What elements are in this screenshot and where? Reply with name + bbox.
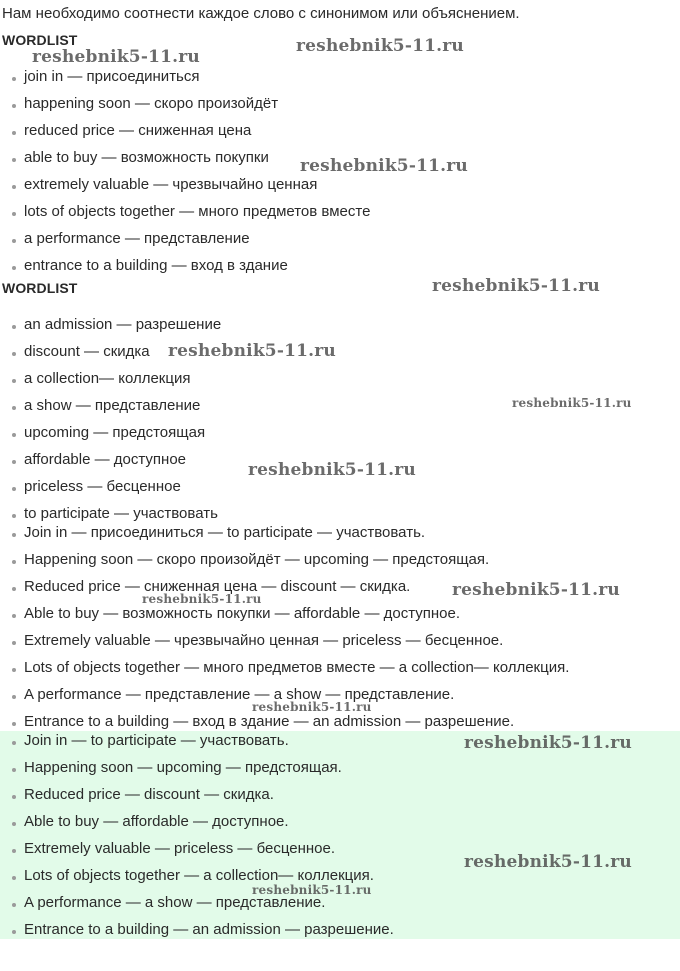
list-item: Reduced price — сниженная цена — discount — скидка. <box>0 573 680 600</box>
list-item: extremely valuable — чрезвычайно ценная <box>0 171 680 198</box>
intro-text: Нам необходимо соотнести каждое слово с синонимом или объяснением. <box>2 5 520 22</box>
watermark: reshebnik5-11.ru <box>512 396 632 410</box>
wordlist-2 <box>0 311 680 527</box>
watermark: reshebnik5-11.ru <box>296 36 464 56</box>
list-item: happening soon — скоро произойдёт <box>0 90 680 117</box>
watermark: reshebnik5-11.ru <box>142 592 262 606</box>
list-item: Join in — to participate — участвовать. <box>0 727 680 754</box>
matches-short-list <box>0 727 680 943</box>
wordlist-heading-1: WORDLIST <box>2 32 78 48</box>
list-item: A performance — представление — a show — представление. <box>0 681 680 708</box>
list-item: Extremely valuable — priceless — бесценное. <box>0 835 680 862</box>
watermark: reshebnik5-11.ru <box>252 883 372 897</box>
list-item: affordable — доступное <box>0 446 680 473</box>
watermark: reshebnik5-11.ru <box>300 156 468 176</box>
list-item: Happening soon — upcoming — предстоящая. <box>0 754 680 781</box>
list-item: a show — представление <box>0 392 680 419</box>
list-item: Able to buy — возможность покупки — affordable — доступное. <box>0 600 680 627</box>
watermark: reshebnik5-11.ru <box>252 700 372 714</box>
list-item: Extremely valuable — чрезвычайно ценная — priceless — бесценное. <box>0 627 680 654</box>
list-item: a collection— коллекция <box>0 365 680 392</box>
list-item: able to buy — возможность покупки <box>0 144 680 171</box>
list-item: Entrance to a building — an admission — разрешение. <box>0 916 680 943</box>
watermark: reshebnik5-11.ru <box>464 852 632 872</box>
list-item: an admission — разрешение <box>0 311 680 338</box>
list-item: Lots of objects together — много предметов вместе — a collection— коллекция. <box>0 654 680 681</box>
list-item: reduced price — сниженная цена <box>0 117 680 144</box>
list-item: Join in — присоединиться — to participate — участвовать. <box>0 519 680 546</box>
list-item: to participate — участвовать <box>0 500 680 527</box>
list-item: Happening soon — скоро произойдёт — upcoming — предстоящая. <box>0 546 680 573</box>
list-item: entrance to a building — вход в здание <box>0 252 680 279</box>
list-item: priceless — бесценное <box>0 473 680 500</box>
list-item: Able to buy — affordable — доступное. <box>0 808 680 835</box>
list-item: upcoming — предстоящая <box>0 419 680 446</box>
wordlist-heading-2: WORDLIST <box>2 280 78 296</box>
watermark: reshebnik5-11.ru <box>452 580 620 600</box>
list-item: join in — присоединиться <box>0 63 680 90</box>
watermark: reshebnik5-11.ru <box>432 276 600 296</box>
watermark: reshebnik5-11.ru <box>32 47 200 67</box>
list-item: a performance — представление <box>0 225 680 252</box>
list-item: A performance — a show — представление. <box>0 889 680 916</box>
watermark: reshebnik5-11.ru <box>248 460 416 480</box>
watermark: reshebnik5-11.ru <box>168 341 336 361</box>
list-item: Reduced price — discount — скидка. <box>0 781 680 808</box>
list-item: lots of objects together — много предметов вместе <box>0 198 680 225</box>
list-item: Lots of objects together — a collection— коллекция. <box>0 862 680 889</box>
watermark: reshebnik5-11.ru <box>464 733 632 753</box>
list-item: Entrance to a building — вход в здание — an admission — разрешение. <box>0 708 680 735</box>
list-item: discount — скидка <box>0 338 680 365</box>
